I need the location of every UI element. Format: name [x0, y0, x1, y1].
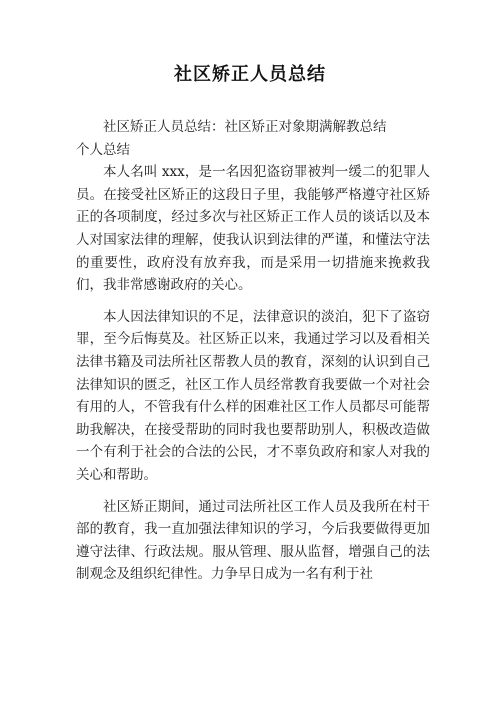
document-body — [76, 116, 430, 586]
section-heading: 个人总结 — [76, 141, 130, 158]
document-title: 社区矫正人员总结 — [174, 64, 326, 85]
subtitle-line: 社区矫正人员总结：社区矫正对象期满解教总结 — [103, 119, 387, 135]
paragraph-2: 本人因法律知识的不足，法律意识的淡泊，犯下了盗窃罪，至今后悔莫及。社区矫正以来，我通过学习以及看相关法律书籍及司法所社区帮教人员的教育，深刻的认识到自己法律知识的匮乏，社区工作人员经常教育我要做一个对社会有用的人，不管我有什么样的困难社区工作人员都尽可能帮助我解决，在接受帮助的同时我也要帮助别人，积极改造做一个有利于社会的合法的公民，才不辜负政府和家人对我的关心和帮助。 — [76, 308, 430, 483]
paragraph-1: 本人名叫 xxx，是一名因犯盗窃罪被判一缓二的犯罪人员。在接受社区矫正的这段日子里，我能够严格遵守社区矫正的各项制度，经过多次与社区矫正工作人员的谈话以及本人对国家法律的理解，使我认识到法律的严谨，和懂法守法的重要性，政府没有放弃我，而是采用一切措施来挽救我们，我非常感谢政府的关心。 — [76, 164, 430, 294]
paragraph-3: 社区矫正期间，通过司法所社区工作人员及我所在村干部的教育，我一直加强法律知识的学习，今后我要做得更加遵守法律、行政法规。服从管理、服从监督，增强自己的法制观念及组织纪律性。力争早日成为一名有利于社 — [76, 498, 430, 583]
